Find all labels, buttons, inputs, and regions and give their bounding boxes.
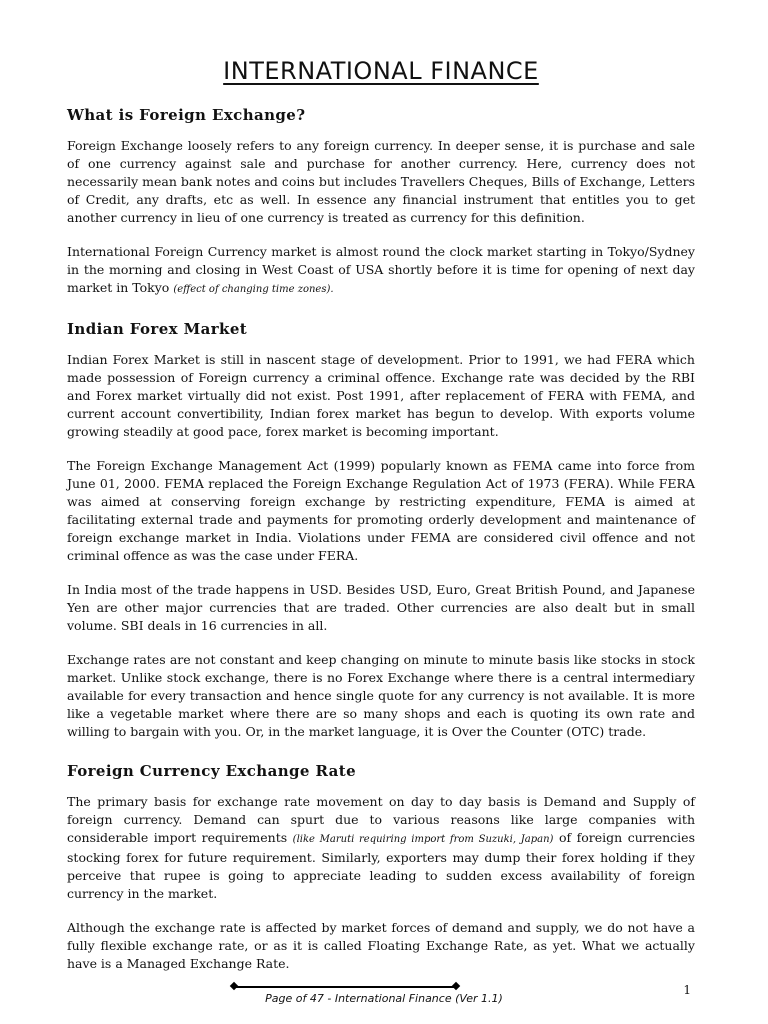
paragraph: Exchange rates are not constant and keep changing on minute to minute basis like stocks in stock market. Unlike stock exchange, there is no Forex Exchange where there is a central intermediary available for every transaction and hence single quote for any currency is not available. It is more like a vegetable market where there are so many shops and each is quoting its own rate and willing to bargain with you. Or, in the market language, it is Over the Counter (OTC) trade.	[67, 652, 695, 739]
document-title: INTERNATIONAL FINANCE	[223, 57, 539, 85]
section-exchange-rate	[67, 761, 695, 973]
paragraph: The Foreign Exchange Management Act (1999) popularly known as FEMA came into force from June 01, 2000. FEMA replaced the Foreign Exchange Regulation Act of 1973 (FERA). While FERA was aimed at conserving foreign exchange by restricting expenditure, FEMA is aimed at facilitating external trade and payments for promoting orderly development and maintenance of foreign exchange market in India. Violations under FEMA are considered civil offence and not criminal offence as was the case under FERA.	[67, 458, 695, 563]
paragraph: Indian Forex Market is still in nascent stage of development. Prior to 1991, we had FERA which made possession of Foreign currency a criminal offence. Exchange rate was decided by the RBI and Forex market virtually did not exist. Post 1991, after replacement of FERA with FEMA, and current account convertibility, Indian forex market has begun to develop. With exports volume growing steadily at good pace, forex market is becoming important.	[67, 352, 695, 439]
paragraph-text: The primary basis for exchange rate movement on day to day basis is Demand and Supply of foreign currency. Demand can spurt due to various reasons like large companies with considerable import requirements	[67, 794, 695, 845]
paragraph-text: of foreign currencies stocking forex for future requirement. Similarly, exporters may dump their forex holding if they perceive that rupee is going to appreciate leading to sudden excess availability of foreign currency in the market.	[67, 830, 695, 901]
section-foreign-exchange	[67, 105, 695, 299]
page-footer	[0, 978, 768, 1018]
section-heading: What is Foreign Exchange?	[67, 106, 306, 124]
inline-note: (like Maruti requiring import from Suzuki, Japan)	[292, 834, 554, 845]
inline-note: (effect of changing time zones).	[173, 284, 334, 295]
page-number: 1	[683, 983, 691, 997]
paragraph-text: International Foreign Currency market is almost round the clock market starting in Tokyo/Sydney in the morning and closing in West Coast of USA shortly before it is time for opening of next day market in Tokyo	[67, 244, 695, 295]
paragraph	[67, 243, 695, 299]
paragraph: In India most of the trade happens in USD. Besides USD, Euro, Great British Pound, and Japanese Yen are other major currencies that are traded. Other currencies are also dealt but in small volume. SBI deals in 16 currencies in all.	[67, 582, 695, 633]
paragraph: Foreign Exchange loosely refers to any foreign currency. In deeper sense, it is purchase and sale of one currency against sale and purchase for another currency. Here, currency does not necessarily mean bank notes and coins but includes Travellers Cheques, Bills of Exchange, Letters of Credit, any drafts, etc as well. In essence any financial instrument that entitles you to get another currency in lieu of one currency is treated as currency for this definition.	[67, 138, 695, 225]
footer-divider	[234, 986, 456, 988]
section-heading: Indian Forex Market	[67, 320, 248, 338]
section-indian-forex-market	[67, 319, 695, 741]
paragraph	[67, 793, 695, 903]
footer-text: Page of 47 - International Finance (Ver 1.1)	[265, 992, 503, 1005]
paragraph: Although the exchange rate is affected by market forces of demand and supply, we do not have a fully flexible exchange rate, or as it is called Floating Exchange Rate, as yet. What we actually have is a Managed Exchange Rate.	[67, 920, 695, 971]
section-heading: Foreign Currency Exchange Rate	[67, 762, 357, 780]
document-page	[67, 55, 695, 989]
